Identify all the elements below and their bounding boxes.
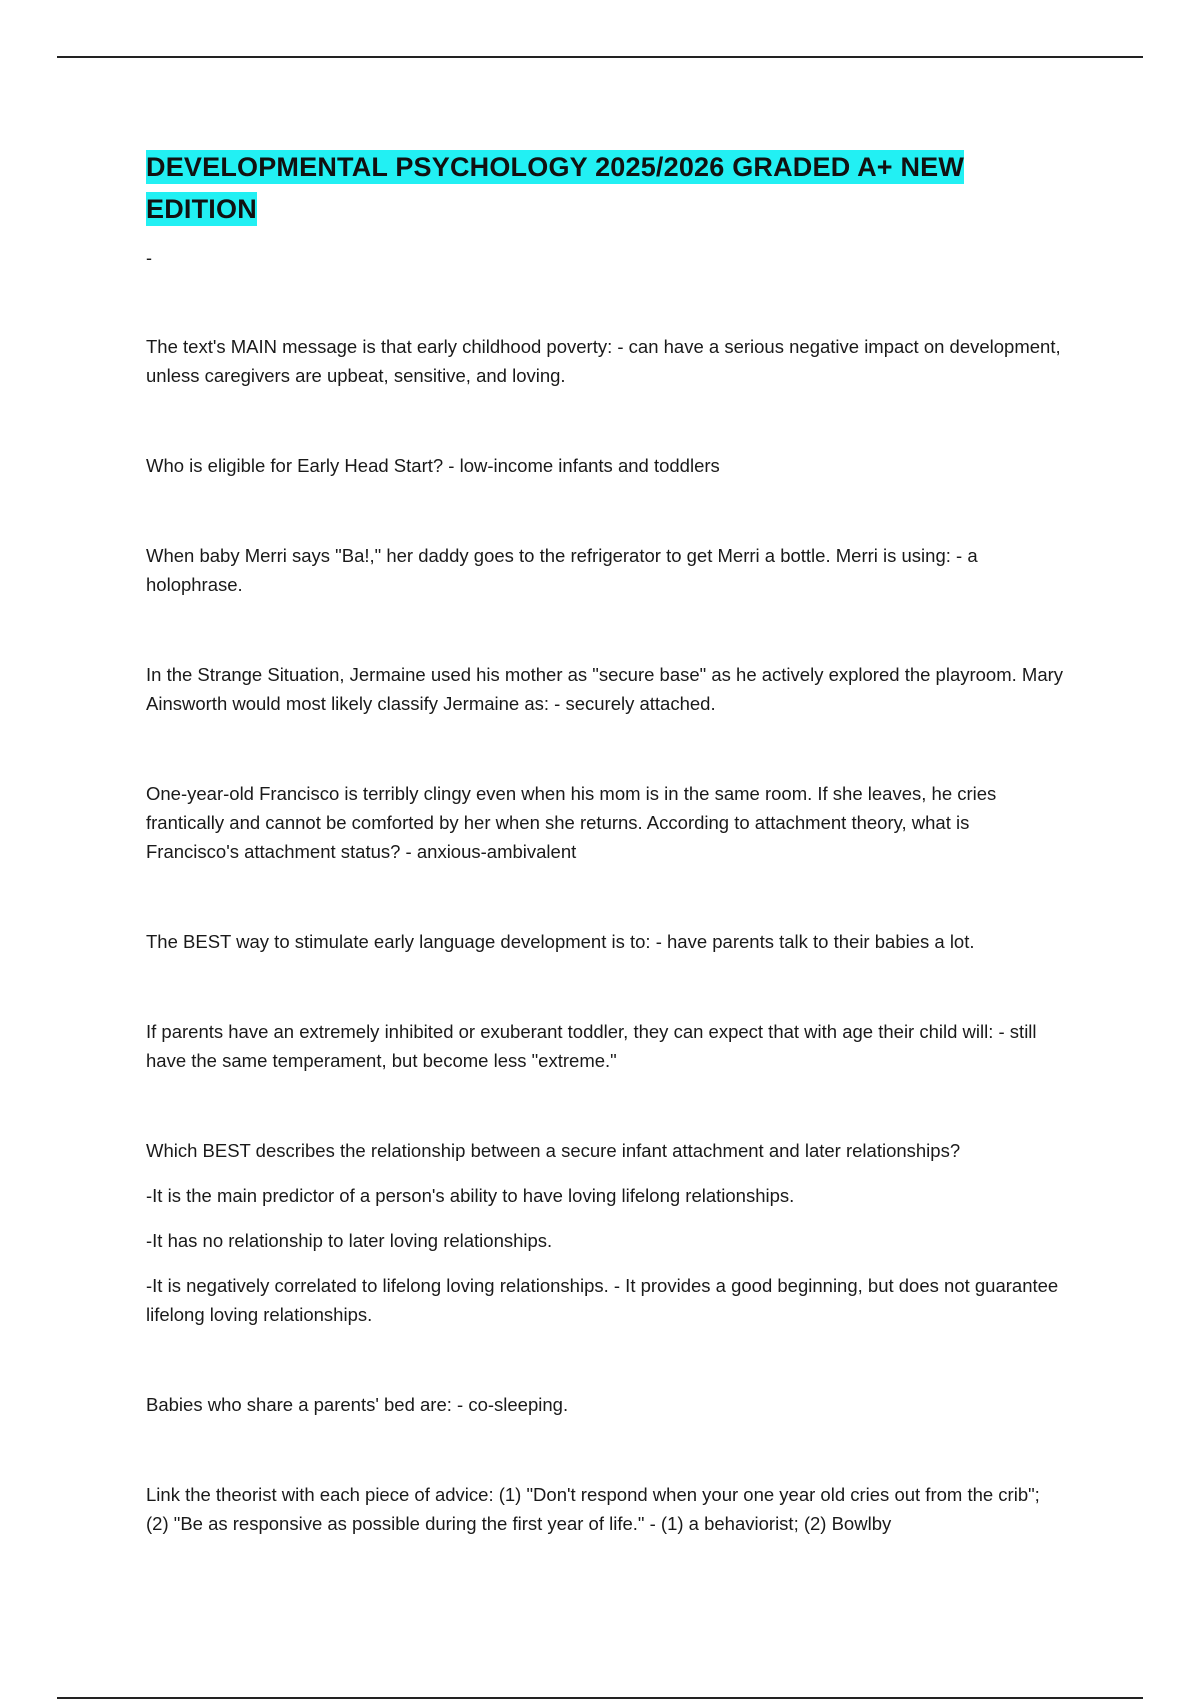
multi-question: Which BEST describes the relationship between a secure infant attachment and later relationships? [146,1140,961,1161]
qa-item: One-year-old Francisco is terribly clingy even when his mom is in the same room. If she leaves, he cries frantically and cannot be comforted by her when she returns. According to attachment theory, what is Francisco's attachment status? - anxious-ambivalent [146,783,997,862]
top-divider [57,56,1143,58]
qa-item: Who is eligible for Early Head Start? - low-income infants and toddlers [146,455,720,476]
document-title [146,146,1066,230]
multi-option: -It is negatively correlated to lifelong loving relationships. - It provides a good beginning, but does not guarantee lifelong loving relationships. [146,1275,1059,1325]
qa-item: The text's MAIN message is that early childhood poverty: - can have a serious negative impact on development, unless caregivers are upbeat, sensitive, and loving. [146,336,1061,386]
multi-option: -It has no relationship to later loving relationships. [146,1230,553,1251]
qa-item: The BEST way to stimulate early language development is to: - have parents talk to their babies a lot. [146,931,975,952]
dash-separator: - [146,248,152,268]
qa-item: When baby Merri says "Ba!," her daddy goes to the refrigerator to get Merri a bottle. Merri is using: - a holophrase. [146,545,978,595]
qa-item: Babies who share a parents' bed are: - co-sleeping. [146,1394,569,1415]
multi-option: -It is the main predictor of a person's ability to have loving lifelong relationships. [146,1185,795,1206]
qa-item: If parents have an extremely inhibited or exuberant toddler, they can expect that with age their child will: - still have the same temperament, but become less "extreme." [146,1021,1037,1071]
qa-item: Link the theorist with each piece of advice: (1) "Don't respond when your one year old cries out from the crib"; (2) "Be as responsive as possible during the first year of life." - (1) a behaviorist; (2) Bowlby [146,1484,1040,1534]
qa-item: In the Strange Situation, Jermaine used his mother as "secure base" as he actively explored the playroom. Mary Ainsworth would most likely classify Jermaine as: - securely attached. [146,664,1064,714]
document-body [146,146,1066,1538]
bottom-divider [57,1697,1143,1699]
title-highlight: DEVELOPMENTAL PSYCHOLOGY 2025/2026 GRADED A+ NEW EDITION [146,152,965,224]
